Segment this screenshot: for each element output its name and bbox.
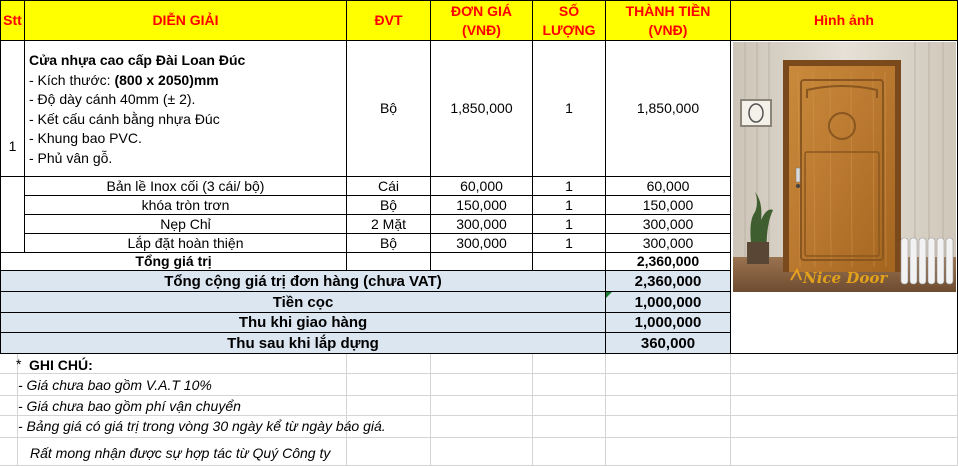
summary-value: 2,360,000 [606,271,731,292]
sub-item-name: Lắp đặt hoàn thiện [25,234,347,253]
main-item-spec-line: - Kết cấu cánh bằng nhựa Đúc [29,110,220,127]
header-hinh-anh: Hình ảnh [731,0,958,41]
main-item-spec-line: - Độ dày cánh 40mm (± 2). [29,91,196,107]
header-don-gia: ĐƠN GIÁ (VNĐ) [431,0,533,41]
summary-value: 360,000 [606,333,731,354]
sub-item-so-luong: 1 [533,177,606,196]
sub-item-don-gia: 300,000 [431,215,533,234]
main-item-don-gia: 1,850,000 [431,41,533,177]
summary-value: 1,000,000 [606,292,731,313]
header-dvt: ĐVT [347,0,431,41]
total-value-empty [347,253,431,271]
header-stt: Stt [0,0,25,41]
main-item-spec-line: - Phủ vân gỗ. [29,149,113,166]
main-item-dvt: Bộ [347,41,431,177]
sub-item-thanh-tien: 300,000 [606,234,731,253]
header-so-luong: SỐ LƯỢNG [533,0,606,41]
main-item-so-luong: 1 [533,41,606,177]
sub-item-name: Bản lề Inox cối (3 cái/ bộ) [25,177,347,196]
total-value-empty [431,253,533,271]
sub-item-thanh-tien: 150,000 [606,196,731,215]
note-line: - Giá chưa bao gồm phí vận chuyển [18,398,241,414]
sub-item-don-gia: 60,000 [431,177,533,196]
note-line: - Bảng giá có giá trị trong vòng 30 ngày kể từ ngày báo giá. [18,418,386,434]
summary-label: Tiền cọc [0,292,606,313]
notes-star: * [16,356,22,372]
sub-item-thanh-tien: 60,000 [606,177,731,196]
sub-item-don-gia: 150,000 [431,196,533,215]
main-item-title: Cửa nhựa cao cấp Đài Loan Đúc [29,52,246,68]
header-thanh-tien: THÀNH TIỀN (VNĐ) [606,0,731,41]
summary-label: Thu khi giao hàng [0,313,606,333]
note-line: - Giá chưa bao gồm V.A.T 10% [18,377,212,393]
main-item-thanh-tien: 1,850,000 [606,41,731,177]
sub-item-so-luong: 1 [533,234,606,253]
summary-label: Tổng cộng giá trị đơn hàng (chưa VAT) [0,271,606,292]
main-item-size-prefix: - Kích thước: [29,71,115,88]
sub-item-so-luong: 1 [533,196,606,215]
sub-item-thanh-tien: 300,000 [606,215,731,234]
sub-item-dvt: 2 Mặt [347,215,431,234]
nice-door-logo: Nice Door [803,269,888,287]
door-photo [733,42,956,292]
summary-label: Thu sau khi lắp dựng [0,333,606,354]
sub-item-dvt: Bộ [347,196,431,215]
sub-item-name: Nẹp Chỉ [25,215,347,234]
total-value-label: Tổng giá trị [0,253,347,271]
main-item-stt: 1 [0,41,25,253]
closing-note: Rất mong nhận được sự hợp tác từ Quý Công ty [30,445,331,461]
main-item-description [0,41,347,177]
header-dien-giai: DIỄN GIẢI [25,0,347,41]
sub-item-don-gia: 300,000 [431,234,533,253]
sub-item-so-luong: 1 [533,215,606,234]
door-product-image [733,42,956,292]
sub-item-dvt: Bộ [347,234,431,253]
total-value-empty [533,253,606,271]
sub-item-name: khóa tròn trơn [25,196,347,215]
main-item-size [29,71,346,91]
summary-value: 1,000,000 [606,313,731,333]
main-item-spec-line: - Khung bao PVC. [29,130,142,146]
main-item-size-value: (800 x 2050)mm [114,71,219,88]
notes-heading: GHI CHÚ: [29,357,93,373]
total-value-amount: 2,360,000 [606,253,731,271]
cell-comment-marker [606,292,612,298]
sub-item-dvt: Cái [347,177,431,196]
